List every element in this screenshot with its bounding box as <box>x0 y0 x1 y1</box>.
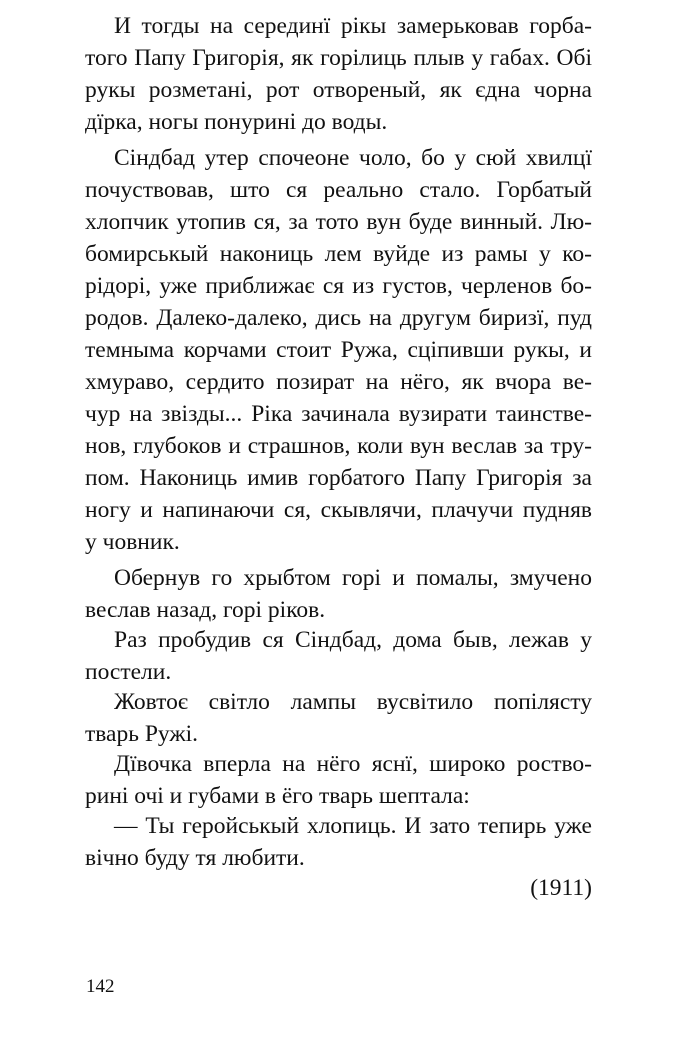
page-number: 142 <box>86 976 115 997</box>
text-line: Жовтоє світло лампы вусвітило попілясту <box>114 689 592 715</box>
text-line: Сіндбад утер спочеоне чоло, бо у сюй хвилцї <box>114 145 592 171</box>
text-line: хлопчик утопив ся, за тото вун буде винный. Лю- <box>85 209 592 235</box>
text-line: хмураво, сердито позират на нёго, як вчора ве- <box>85 369 592 395</box>
text-line: пом. Накониць имив горбатого Папу Григорія за <box>85 465 592 491</box>
text-line: рукы розметані, рот отвореный, як єдна чорна <box>85 77 592 103</box>
text-line: Раз пробудив ся Сіндбад, дома быв, лежав у <box>114 627 592 653</box>
text-line: вічно буду тя любити. <box>85 845 305 871</box>
text-line: родов. Далеко-далеко, дись на другум биризї, пуд <box>85 305 592 331</box>
text-line: нов, глубоков и страшнов, коли вун веслав за тру- <box>85 433 592 459</box>
text-line: рідорі, уже приближає ся из густов, черленов бо- <box>85 273 592 299</box>
text-line: того Папу Григорія, як горілиць плыв у габах. Обі <box>85 45 592 71</box>
publication-year: (1911) <box>530 875 592 901</box>
text-line: Дївочка вперла на нёго яснї, широко роство- <box>114 751 592 777</box>
text-line: И тогды на серединї рікы замерьковав горба- <box>114 13 592 39</box>
text-line: бомирськый накониць лем вуйде из рамы у ко- <box>85 241 592 267</box>
text-line: постели. <box>85 659 172 685</box>
text-line: — Ты геройськый хлопиць. И зато тепирь уже <box>114 813 592 839</box>
text-line: ногу и напинаючи ся, скывлячи, плачучи пудняв <box>85 497 592 523</box>
text-line: чур на звiзды... Ріка зачинала вузирати таинстве- <box>85 401 592 427</box>
text-line: темныма корчами стоит Ружа, сціпивши рукы, и <box>85 337 592 363</box>
text-line: тварь Ружі. <box>85 721 198 747</box>
text-line: Обернув го хрыбтом горі и помалы, змучено <box>114 565 592 591</box>
text-line: веслав назад, горі ріков. <box>85 597 326 623</box>
text-line: рині очі и губами в ёго тварь шептала: <box>85 783 470 809</box>
text-line: дїрка, ногы понурині до воды. <box>85 109 388 135</box>
text-line: у човник. <box>85 529 180 555</box>
text-line: почуствовав, што ся реально стало. Горбатый <box>85 177 592 203</box>
